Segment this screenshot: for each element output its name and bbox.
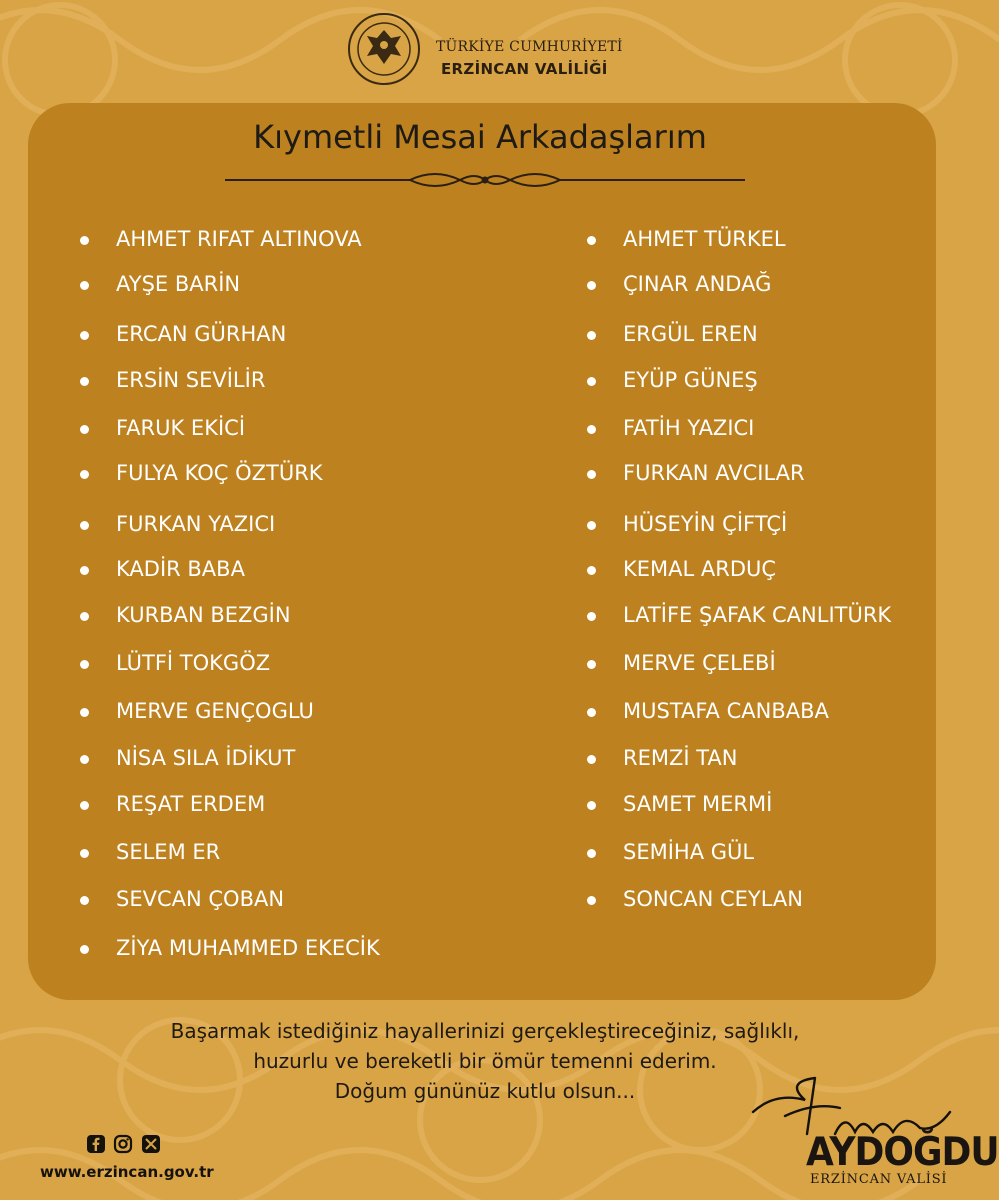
person-name: REŞAT ERDEM <box>116 792 266 816</box>
bullet-icon <box>587 281 596 290</box>
person-name: LÜTFİ TOKGÖZ <box>116 651 271 675</box>
bullet-icon <box>80 660 89 669</box>
bullet-icon <box>80 566 89 575</box>
message-line-2: huzurlu ve bereketli bir ömür temenni ederim. <box>253 1049 717 1073</box>
bullet-icon <box>587 521 596 530</box>
person-name: LATİFE ŞAFAK CANLITÜRK <box>623 603 892 627</box>
person-name: FATİH YAZICI <box>623 416 755 440</box>
instagram-icon[interactable] <box>113 1134 133 1154</box>
person-name: KADİR BABA <box>116 557 245 581</box>
person-name: HÜSEYİN ÇİFTÇİ <box>623 512 788 536</box>
bullet-icon <box>80 236 89 245</box>
card-title: Kıymetli Mesai Arkadaşlarım <box>253 118 707 156</box>
header-governorship-label: ERZİNCAN VALİLİĞİ <box>441 60 608 78</box>
bullet-icon <box>587 425 596 434</box>
person-name: FURKAN AVCILAR <box>623 461 805 485</box>
person-name: AYŞE BARİN <box>116 272 241 296</box>
person-name: MUSTAFA CANBABA <box>623 699 829 723</box>
person-name: REMZİ TAN <box>623 746 738 770</box>
person-name: KURBAN BEZGİN <box>116 603 291 627</box>
bullet-icon <box>587 331 596 340</box>
bullet-icon <box>80 470 89 479</box>
person-name: AHMET TÜRKEL <box>623 227 786 251</box>
bullet-icon <box>80 945 89 954</box>
person-name: AHMET RIFAT ALTINOVA <box>116 227 362 251</box>
bullet-icon <box>587 801 596 810</box>
bullet-icon <box>587 849 596 858</box>
person-name: SEVCAN ÇOBAN <box>116 887 285 911</box>
bullet-icon <box>80 708 89 717</box>
person-name: FULYA KOÇ ÖZTÜRK <box>116 461 323 485</box>
header-republic-label: TÜRKİYE CUMHURİYETİ <box>436 39 623 55</box>
message-line-1: Başarmak istediğiniz hayallerinizi gerçekleştireceğiniz, sağlıklı, <box>170 1019 800 1043</box>
person-name: ÇINAR ANDAĞ <box>623 272 772 296</box>
person-name: FARUK EKİCİ <box>116 416 246 440</box>
person-name: SAMET MERMİ <box>623 792 773 816</box>
title-ornament <box>225 166 745 194</box>
person-name: SELEM ER <box>116 840 221 864</box>
person-name: SEMİHA GÜL <box>623 840 755 864</box>
bullet-icon <box>80 896 89 905</box>
bullet-icon <box>80 801 89 810</box>
message-line-3: Doğum gününüz kutlu olsun... <box>334 1079 636 1103</box>
bullet-icon <box>80 281 89 290</box>
governor-title: ERZİNCAN VALİSİ <box>810 1172 948 1187</box>
social-links <box>86 1134 166 1158</box>
bullet-icon <box>587 896 596 905</box>
bullet-icon <box>80 425 89 434</box>
bullet-icon <box>587 377 596 386</box>
bullet-icon <box>587 470 596 479</box>
bullet-icon <box>80 849 89 858</box>
person-name: ERCAN GÜRHAN <box>116 322 287 346</box>
website-link[interactable]: www.erzincan.gov.tr <box>40 1163 214 1181</box>
governor-name: AYDOĞDU <box>806 1129 999 1176</box>
person-name: MERVE GENÇOGLU <box>116 699 314 723</box>
person-name: KEMAL ARDUÇ <box>623 557 777 581</box>
bullet-icon <box>80 377 89 386</box>
bullet-icon <box>587 660 596 669</box>
person-name: MERVE ÇELEBİ <box>623 651 776 675</box>
bullet-icon <box>587 755 596 764</box>
person-name: ZİYA MUHAMMED EKECİK <box>116 936 380 960</box>
person-name: FURKAN YAZICI <box>116 512 276 536</box>
person-name: NİSA SILA İDİKUT <box>116 746 296 770</box>
bullet-icon <box>587 612 596 621</box>
bullet-icon <box>80 612 89 621</box>
governorship-seal <box>347 12 421 86</box>
bullet-icon <box>587 566 596 575</box>
person-name: ERSİN SEVİLİR <box>116 368 266 392</box>
bullet-icon <box>587 236 596 245</box>
bullet-icon <box>587 708 596 717</box>
person-name: EYÜP GÜNEŞ <box>623 368 758 392</box>
bullet-icon <box>80 331 89 340</box>
person-name: ERGÜL EREN <box>623 322 758 346</box>
x-icon[interactable] <box>141 1134 161 1154</box>
header <box>0 8 960 88</box>
bullet-icon <box>80 521 89 530</box>
facebook-icon[interactable] <box>86 1134 106 1154</box>
bullet-icon <box>80 755 89 764</box>
person-name: SONCAN CEYLAN <box>623 887 803 911</box>
